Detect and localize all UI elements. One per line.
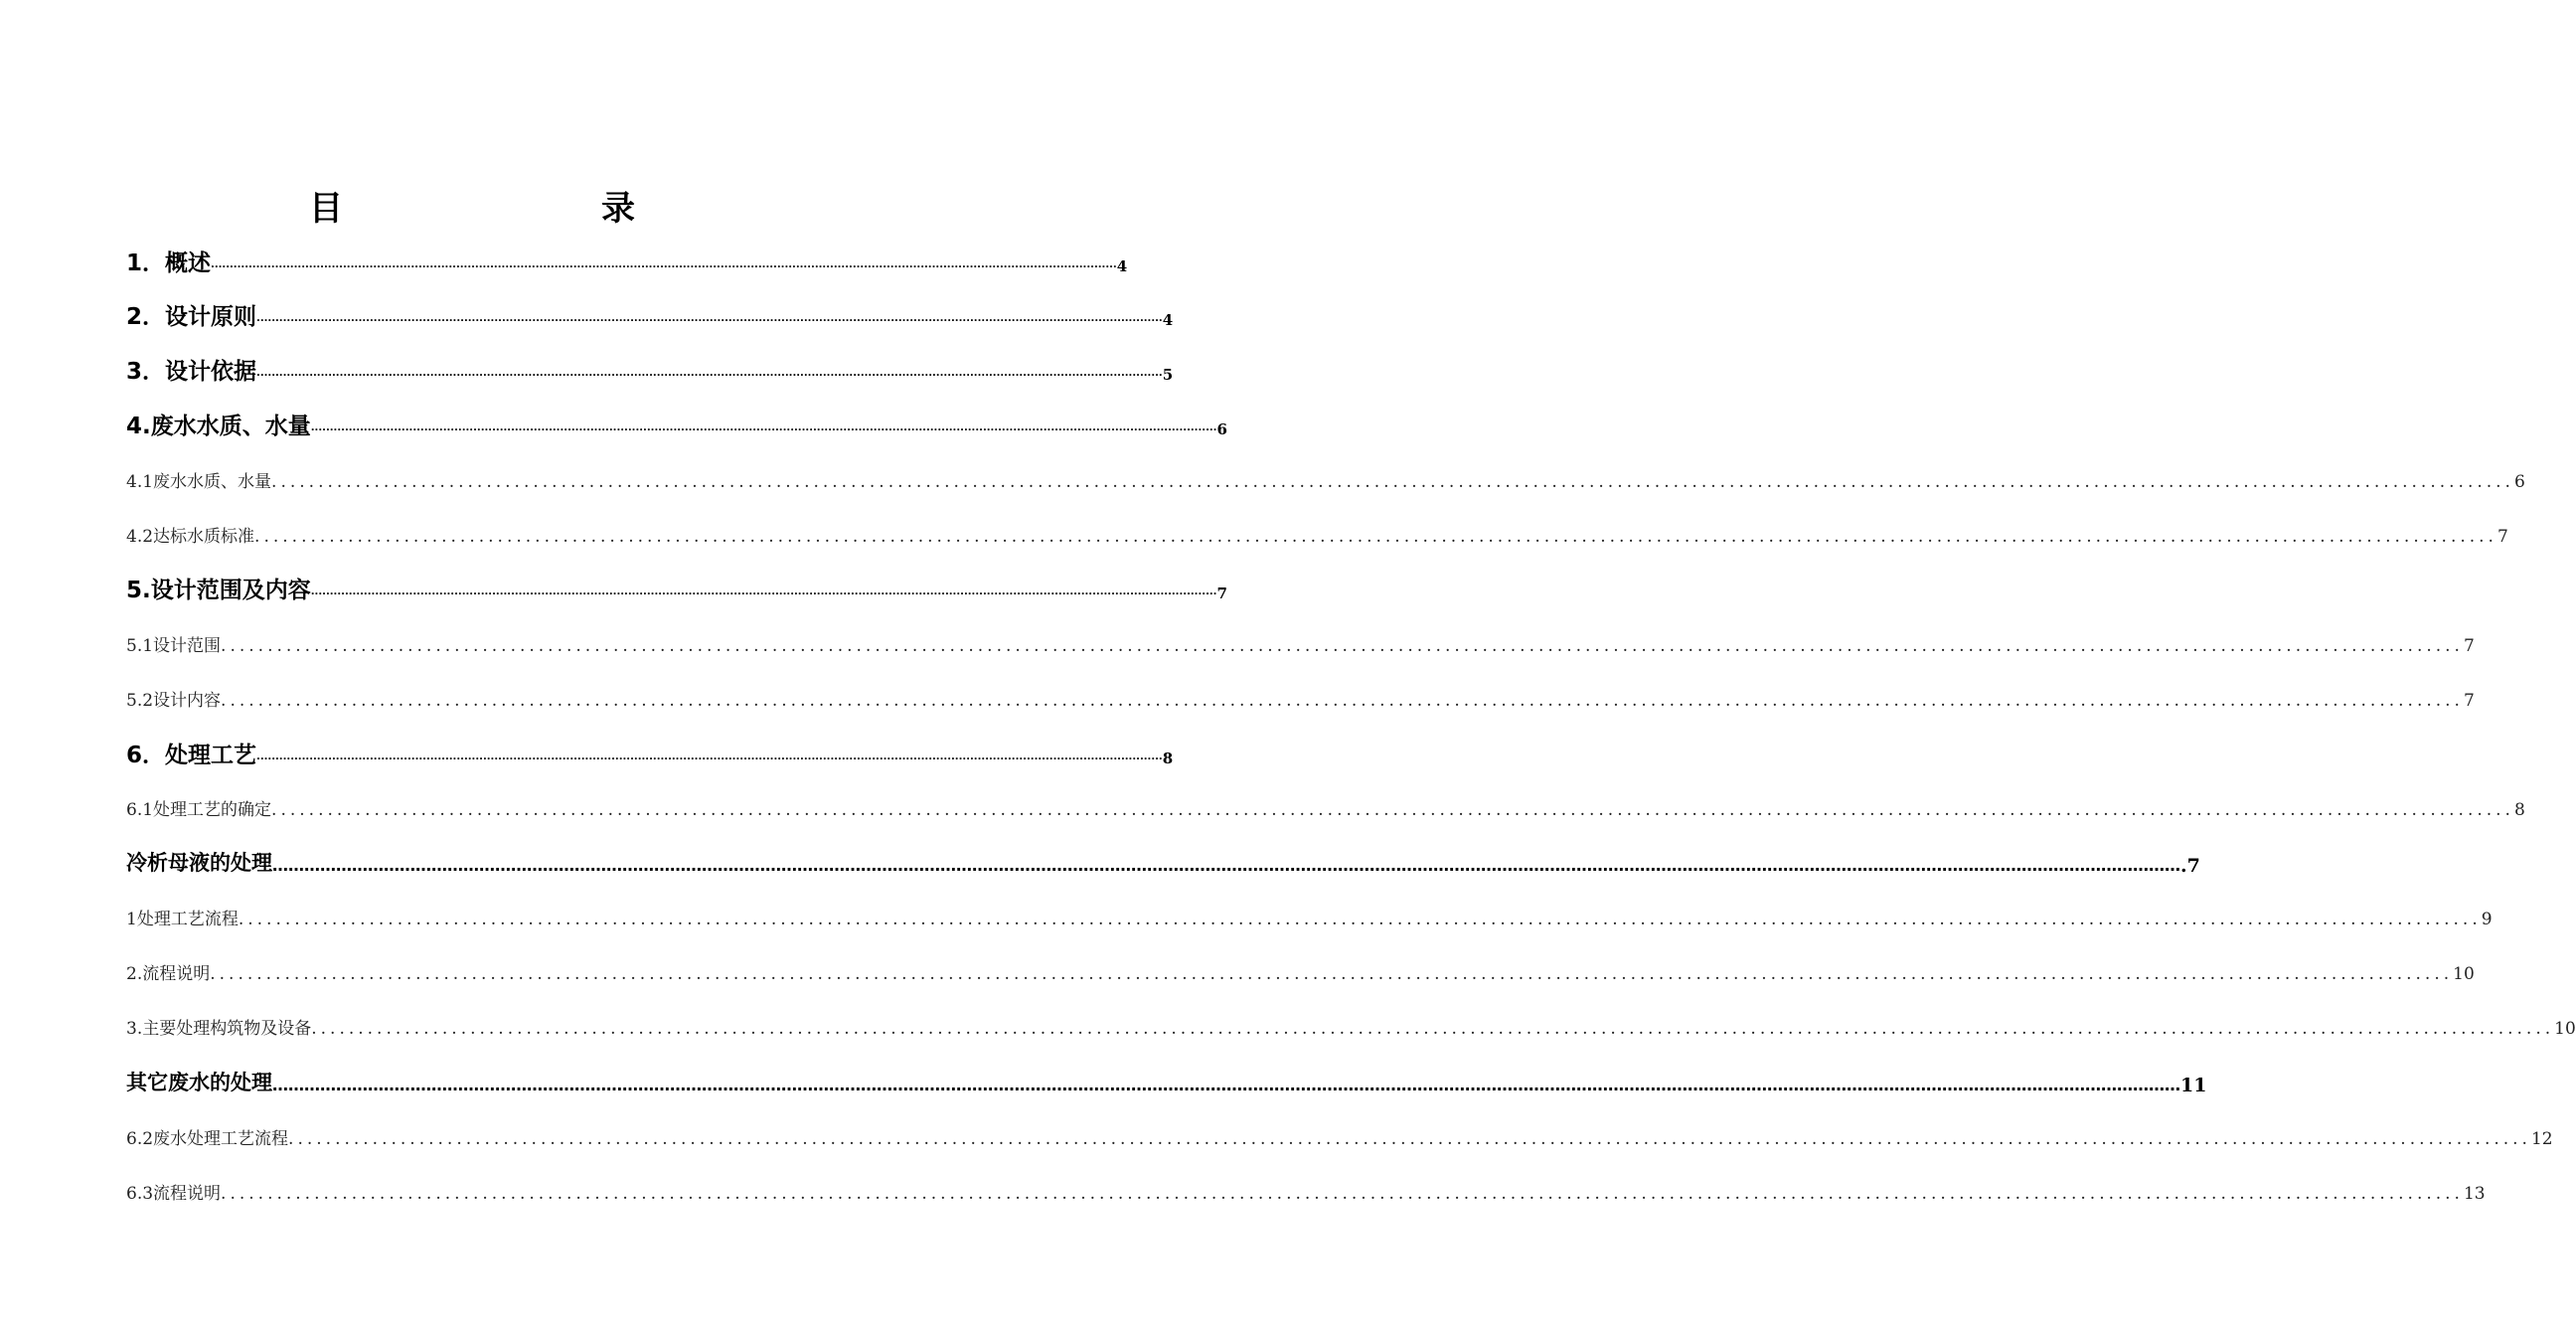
toc-entry-label: 冷析母液的处理	[126, 851, 272, 875]
toc-entry-page: 8	[1162, 750, 1174, 767]
dot-leader: ................................................................................................................................................................................................................................................	[256, 752, 1163, 762]
toc-entry[interactable]	[126, 794, 2525, 820]
toc-entry-page: 7	[2463, 636, 2475, 656]
toc-entry[interactable]	[126, 521, 2508, 547]
toc-entry-page: 5	[1162, 366, 1174, 384]
dot-leader: ................................................................................................................................................................................................................................................	[271, 472, 2514, 492]
toc-entry-label: 1．概述	[126, 250, 212, 276]
toc-entry[interactable]	[126, 904, 2493, 929]
toc-entry-label: 其它废水的处理	[126, 1071, 272, 1094]
toc-entry-page: 7	[1216, 584, 1227, 602]
toc-entry-page: 4	[1116, 257, 1128, 275]
toc-entry[interactable]	[126, 466, 2525, 492]
toc-entry[interactable]	[126, 685, 2475, 711]
dot-leader: ................................................................................................................................................................................................................................................	[256, 313, 1163, 324]
toc-title: 目 录	[309, 189, 699, 229]
dot-leader: ................................................................................................................................................................................................................................................	[221, 691, 2464, 711]
dot-leader: ................................................................................................................................................................................................................................................	[288, 1129, 2531, 1149]
toc-entry[interactable]	[126, 297, 1174, 331]
dot-leader: ................................................................................................................................................................................................................................................	[310, 586, 1217, 597]
toc-entry-page: 4	[1162, 311, 1174, 329]
toc-entry[interactable]	[126, 1178, 2486, 1204]
toc-entry[interactable]	[126, 630, 2475, 656]
toc-entry-page: 9	[2481, 910, 2493, 929]
toc-entry-label: 4.2达标水质标准	[126, 527, 255, 547]
dot-leader: ................................................................................................................................................................................................................................................	[254, 527, 2497, 547]
toc-entry[interactable]	[126, 407, 1227, 440]
toc-entry[interactable]	[126, 1013, 2576, 1039]
toc-entry[interactable]	[126, 845, 2200, 877]
toc-entry[interactable]	[126, 1123, 2553, 1149]
toc-entry-page: 11	[2180, 1075, 2207, 1096]
toc-entry-label: 5.1设计范围	[126, 636, 222, 656]
toc-entry[interactable]	[126, 1065, 2207, 1096]
dot-leader: ................................................................................................................................................................................................................................................	[221, 1184, 2464, 1204]
toc-entry-label: 6.1处理工艺的确定	[126, 800, 272, 820]
toc-entry-page: .7	[2180, 855, 2200, 877]
dot-leader: ................................................................................................................................................................................................................................................	[310, 422, 1217, 433]
toc-entry-label: 5.2设计内容	[126, 691, 222, 711]
toc-entry-label: 6.2废水处理工艺流程	[126, 1129, 289, 1149]
dot-leader: ................................................................................................................................................................................................................................................	[256, 368, 1163, 379]
toc-entry-label: 1处理工艺流程	[126, 910, 239, 929]
toc-entry-page: 6	[1216, 420, 1227, 438]
dot-leader: ………………………………………………………………………………………………………………………………………………………………………………………………………………………………………………………………………………………………………………………………	[272, 1076, 2180, 1094]
toc-entry-label: 3．设计依据	[126, 359, 257, 385]
toc-entry-label: 2.流程说明	[126, 964, 211, 984]
toc-entry-label: 6.3流程说明	[126, 1184, 222, 1204]
toc-entry-page: 7	[2496, 527, 2508, 547]
dot-leader: ................................................................................................................................................................................................................................................	[311, 1019, 2555, 1039]
toc-entry-page: 10	[2554, 1019, 2576, 1039]
toc-entry-page: 8	[2513, 800, 2525, 820]
dot-leader: ................................................................................................................................................................................................................................................	[271, 800, 2514, 820]
toc-entry-label: 2．设计原则	[126, 304, 257, 330]
toc-entry-label: 5.设计范围及内容	[126, 578, 311, 603]
toc-entry-page: 12	[2530, 1129, 2553, 1149]
toc-entry[interactable]	[126, 571, 1227, 604]
toc-entry[interactable]	[126, 352, 1174, 386]
toc-entry-page: 7	[2463, 691, 2475, 711]
toc-entry-label: 4.废水水质、水量	[126, 414, 311, 439]
dot-leader: ................................................................................................................................................................................................................................................	[210, 964, 2454, 984]
toc-entry-label: 3.主要处理构筑物及设备	[126, 1019, 312, 1039]
toc-entry-label: 6．处理工艺	[126, 743, 257, 768]
toc-entry[interactable]	[126, 958, 2475, 984]
toc-entry-page: 10	[2453, 964, 2475, 984]
dot-leader: ................................................................................................................................................................................................................................................	[221, 636, 2464, 656]
toc-entry-page: 6	[2513, 472, 2525, 492]
dot-leader: ................................................................................................................................................................................................................................................	[211, 259, 1117, 270]
toc-entry-label: 4.1废水水质、水量	[126, 472, 272, 492]
toc-entry-page: 13	[2463, 1184, 2486, 1204]
toc-entry[interactable]	[126, 736, 1174, 769]
toc-entry[interactable]	[126, 244, 1128, 277]
dot-leader: ................................................................................................................................................................................................................................................	[238, 910, 2482, 929]
dot-leader: ………………………………………………………………………………………………………………………………………………………………………………………………………………………………………………………………………………………………………………………………	[272, 856, 2180, 875]
